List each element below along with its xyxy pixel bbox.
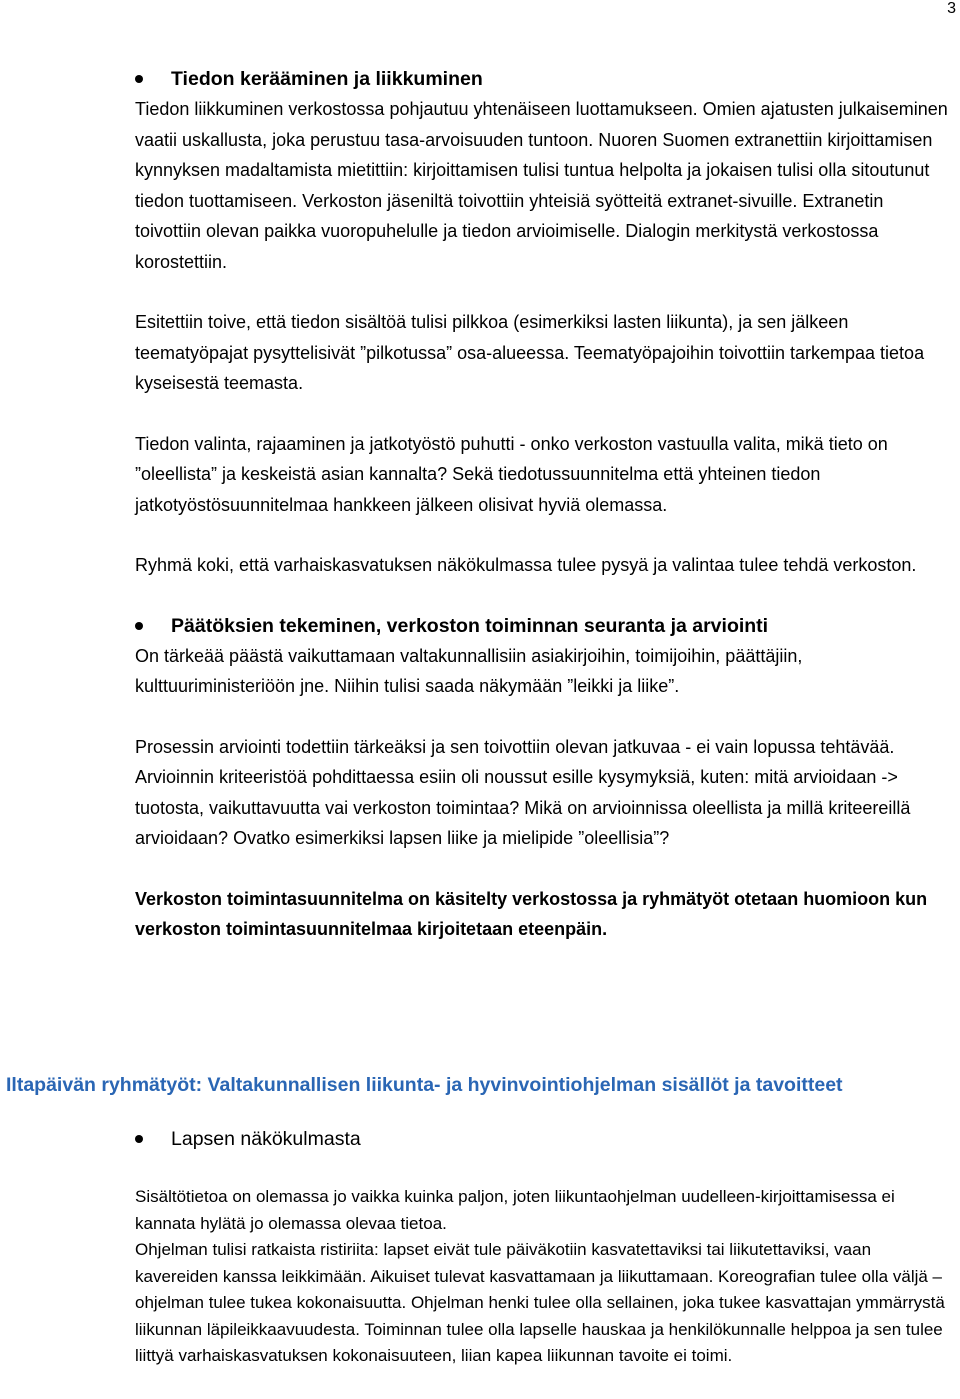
section-title-afternoon-groupwork: Iltapäivän ryhmätyöt: Valtakunnallisen liikunta- ja hyvinvointiohjelman sisällöt ja tavoitteet (6, 1074, 843, 1096)
section-network-discussion (135, 64, 950, 945)
paragraph-information-flow: Tiedon liikkuminen verkostossa pohjautuu yhtenäiseen luottamukseen. Omien ajatusten julkaiseminen vaatii uskallusta, joka perustuu tasa-arvoisuuden tuntoon. Nuoren Suomen extranettiin kirjoittamisen kynnyksen madaltamista mietittiin: kirjoittamisen tulisi tuntua helpolta ja jokaisen tulisi olla sitoutunut tiedon tuottamiseen. Verkoston jäseniltä toivottiin yhteisiä syötteitä extranet-sivuille. Extranetin toivottiin olevan paikka vuoropuhelulle ja tiedon arvioimiselle. Dialogin merkitystä verkostossa korostettiin. (135, 99, 948, 272)
bullet-heading-child-perspective (135, 1124, 950, 1154)
bullet-heading-decision-making (135, 611, 950, 641)
paragraph-early-childhood-view: Ryhmä koki, että varhaiskasvatuksen näkökulmassa tulee pysyä ja valintaa tulee tehdä verkoston. (135, 555, 917, 575)
bullet-heading-information-gathering (135, 64, 950, 94)
paragraph-action-plan-note: Verkoston toimintasuunnitelma on käsitelty verkostossa ja ryhmätyöt otetaan huomioon kun verkoston toimintasuunnitelmaa kirjoitetaan eteenpäin. (135, 888, 928, 939)
heading-text: Tiedon kerääminen ja liikkuminen (171, 68, 483, 90)
bullet-dot-icon (135, 622, 143, 630)
paragraph-process-evaluation: Prosessin arviointi todettiin tärkeäksi ja sen toivottiin olevan jatkuvaa - ei vain lopussa tehtävää. Arvioinnin kriteeristöä pohdittaessa esiin oli noussut esille kysymyksiä, kuten: mitä arvioidaan -> tuotosta, vaikuttavuutta vai verkoston toimintaa? Mikä on arvioinnissa oleellista ja millä kriteereillä arvioidaan? Ovatko esimerkiksi lapsen liike ja mielipide ”oleellisia”? (135, 736, 911, 848)
bullet-dot-icon (135, 75, 143, 83)
bullet-dot-icon (135, 1135, 143, 1143)
paragraph-content-splitting: Esitettiin toive, että tiedon sisältöä tulisi pilkkoa (esimerkiksi lasten liikunta), ja sen jälkeen teematyöpajat pysyttelisivät ”pilkotussa” osa-alueessa. Teematyöpajoihin toivottiin tarkempaa tietoa kyseisestä teemasta. (135, 312, 925, 393)
section-child-perspective (135, 1124, 950, 1370)
paragraph-existing-content: Sisältötietoa on olemassa jo vaikka kuinka paljon, joten liikuntaohjelman uudelleen-kirjoittamisessa ei kannata hylätä jo olemassa olevaa tietoa. (135, 1187, 895, 1233)
paragraph-national-influence: On tärkeää päästä vaikuttamaan valtakunnallisiin asiakirjoihin, toimijoihin, päättäjiin, kulttuuriministeriöön jne. Niihin tulisi saada näkymään ”leikki ja liike”. (135, 645, 803, 696)
page-number: 3 (947, 0, 956, 17)
heading-text: Lapsen näkökulmasta (171, 1128, 361, 1150)
paragraph-program-conflict: Ohjelman tulisi ratkaista ristiriita: lapset eivät tule päiväkotiin kasvatettaviksi tai liikutettaviksi, vaan kavereiden kanssa leikkimään. Aikuiset tulevat kasvattamaan ja liikuttamaan. Koreografian tulee olla väljä – ohjelman tulee tukea kokonaisuutta. Ohjelman henki tulee olla sellainen, joka tukee kasvattajan ymmärrystä liikunnan läpileikkaavuudesta. Toiminnan tulee olla lapselle hauskaa ja henkilökunnalle helppoa ja sen tulee liittyä varhaiskasvatuksen kokonaisuuteen, liian kapea liikunnan tavoite ei toimi. (135, 1240, 945, 1365)
paragraph-information-selection: Tiedon valinta, rajaaminen ja jatkotyöstö puhutti - onko verkoston vastuulla valita, mikä tieto on ”oleellista” ja keskeistä asian kannalta? Sekä tiedotussuunnitelma että yhteinen tiedon jatkotyöstösuunnitelmaa hankkeen jälkeen olisivat hyviä olemassa. (135, 433, 888, 515)
heading-text: Päätöksien tekeminen, verkoston toiminnan seuranta ja arviointi (171, 614, 769, 637)
